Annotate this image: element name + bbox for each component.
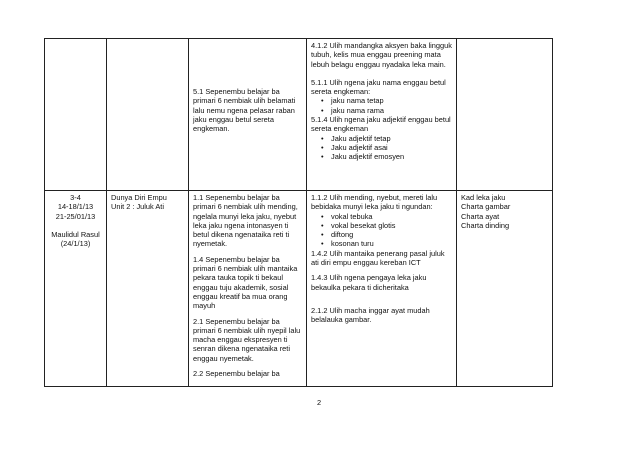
list-item: • Jaku adjektif tetap bbox=[331, 134, 452, 143]
standard-text: 2.1 Sepenembu belajar ba primari 6 nembiak ulih nyepil lalu macha enggau ekspresyen ti senran dikena ngenataika reti enggau nyemetak. bbox=[193, 316, 301, 363]
lesson-plan-table bbox=[44, 38, 553, 387]
standard-cell bbox=[189, 191, 307, 387]
unit-title: Unit 2 : Juluk Ati bbox=[111, 202, 164, 212]
week-cell bbox=[45, 39, 107, 191]
theme-title: Dunya Diri Empu bbox=[111, 193, 167, 202]
resource-item: Kad leka jaku bbox=[461, 193, 506, 202]
objective-cell bbox=[307, 39, 457, 191]
resource-item: Charta ayat bbox=[461, 211, 500, 221]
resources-cell bbox=[457, 39, 553, 191]
week-cell bbox=[45, 191, 107, 387]
page-number: 2 bbox=[316, 398, 322, 407]
standard-text: 2.2 Sepenembu belajar ba bbox=[193, 369, 280, 379]
objective-title: 1.1.2 Ulih mending, nyebut, mereti lalu bebidaka munyi leka jaku ti ngundan: bbox=[311, 193, 438, 212]
list-item: • Jaku adjektif emosyen bbox=[331, 152, 452, 161]
resource-item: Charta gambar bbox=[461, 202, 511, 212]
objective-cell bbox=[307, 191, 457, 387]
bullet-list bbox=[311, 134, 452, 162]
holiday-date: (24/1/13) bbox=[60, 239, 91, 249]
standard-cell bbox=[189, 39, 307, 191]
standard-text: 5.1 Sepenembu belajar ba primari 6 nembiak ulih belamati lalu nemu ngena pelasar raban jaku enggau betul sereta engkeman. bbox=[193, 87, 296, 134]
resource-item: Charta dinding bbox=[461, 220, 510, 230]
table-row bbox=[45, 39, 553, 191]
date-range: 21-25/01/13 bbox=[55, 211, 96, 221]
holiday-name: Maulidul Rasul bbox=[51, 229, 100, 239]
list-item: • kosonan turu bbox=[331, 239, 452, 248]
theme-cell bbox=[107, 39, 189, 191]
bullet-list bbox=[311, 96, 452, 115]
objective-text: 1.4.3 Ulih ngena pengaya leka jaku bekaulka pekara ti dicheritaka bbox=[311, 273, 427, 292]
table-row bbox=[45, 191, 553, 387]
objective-title: 5.1.1 Ulih ngena jaku nama enggau betul sereta engkeman: bbox=[311, 77, 446, 97]
list-item: • jaku nama rama bbox=[331, 106, 452, 115]
objective-text: 2.1.2 Ulih macha inggar ayat mudah belalauka gambar. bbox=[311, 305, 430, 325]
standard-text: 1.1 Sepenembu belajar ba primari 6 nembiak ulih mending, ngelala munyi leka jaku, nyebut leka jaku ngena intonasyen ti betul dikena ngenataika reti ti nyemetak. bbox=[193, 193, 298, 249]
list-item: • vokal tebuka bbox=[331, 212, 452, 221]
objective-title: 5.1.4 Ulih ngena jaku adjektif enggau betul sereta engkeman bbox=[311, 115, 451, 134]
list-item: • Jaku adjektif asai bbox=[331, 143, 452, 152]
list-item: • jaku nama tetap bbox=[331, 96, 452, 105]
list-item: • vokal besekat glotis bbox=[331, 221, 452, 230]
week-number: 3-4 bbox=[70, 193, 81, 202]
standard-text: 1.4 Sepenembu belajar ba primari 6 nembiak ulih mantaika pekara tauka topik ti bekaul enggau tuju akademik, sosial enggau kreatif ba mua orang mayuh bbox=[193, 254, 298, 311]
resources-cell bbox=[457, 191, 553, 387]
objective-text: 1.4.2 Ulih mantaika penerang pasal juluk ati diri empu enggau kereban ICT bbox=[311, 248, 445, 268]
date-range: 14-18/1/13 bbox=[57, 202, 94, 212]
list-item: • diftong bbox=[331, 230, 452, 239]
bullet-list bbox=[311, 212, 452, 249]
theme-cell bbox=[107, 191, 189, 387]
objective-text: 4.1.2 Ulih mandangka aksyen baka lingguk tubuh, kelis mua enggau preening mata lebuh belagu enggau nyadaka leka main. bbox=[311, 41, 452, 69]
